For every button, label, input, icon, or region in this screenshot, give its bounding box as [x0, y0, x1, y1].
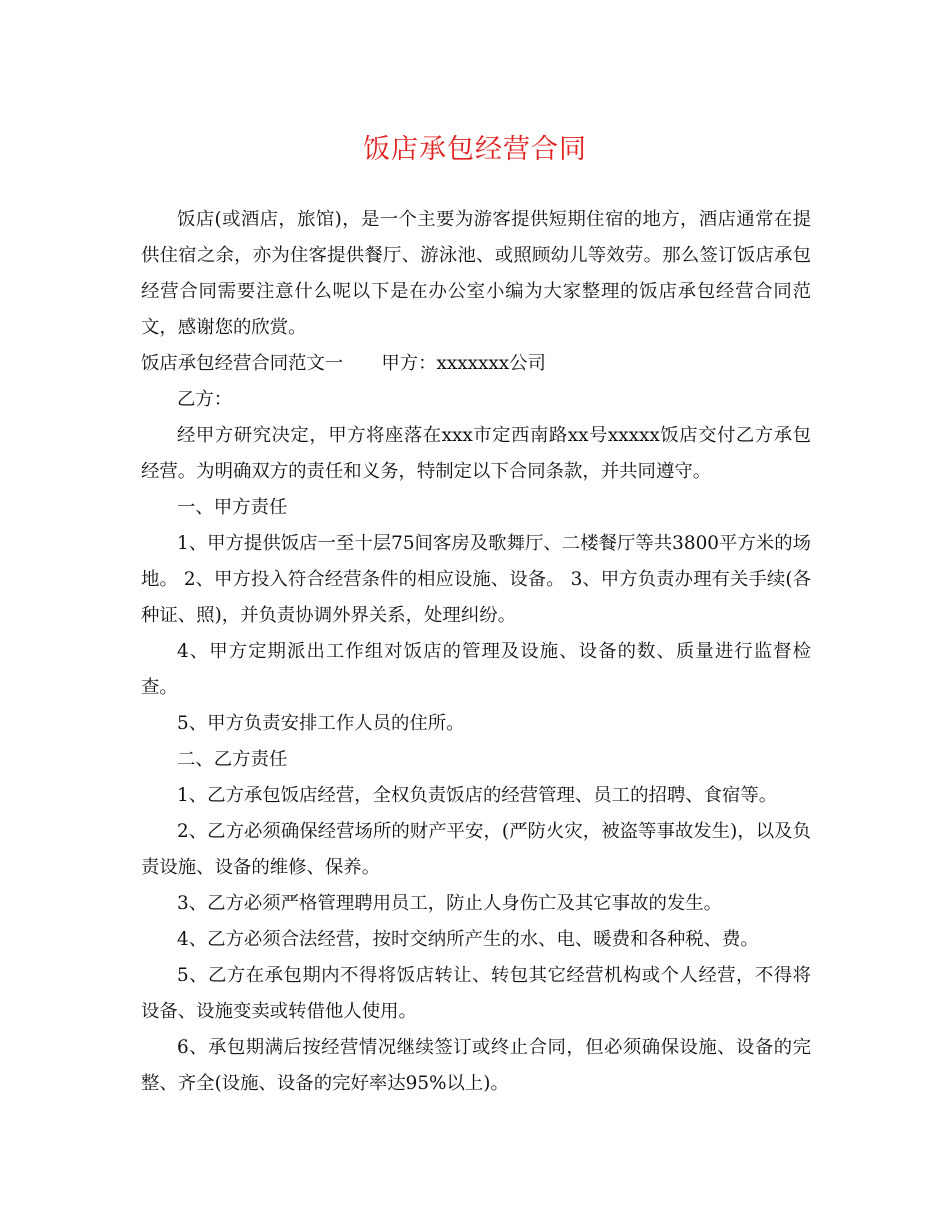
section-b-item: 3、乙方必须严格管理聘用员工，防止人身伤亡及其它事故的发生。 [177, 893, 723, 914]
document-title: 饭店承包经营合同 [363, 134, 587, 165]
sample-heading-row [141, 346, 811, 382]
section-b-item: 1、乙方承包饭店经营，全权负责饭店的经营管理、员工的招聘、食宿等。 [177, 785, 778, 806]
party-b-label: 乙方： [177, 389, 233, 410]
section-a-item: 4、甲方定期派出工作组对饭店的管理及设施、设备的数、质量进行监督检查。 [141, 641, 811, 698]
intro-paragraph: 饭店(或酒店，旅馆)，是一个主要为游客提供短期住宿的地方，酒店通常在提供住宿之余，亦为住客提供餐厅、游泳池、或照顾幼儿等效劳。那么签订饭店承包经营合同需要注意什么呢以下是在办公室小编为大家整理的饭店承包经营合同范文，感谢您的欣赏。 [141, 209, 811, 338]
section-b-item: 5、乙方在承包期内不得将饭店转让、转包其它经营机构或个人经营，不得将设备、设施变卖或转借他人使用。 [141, 965, 811, 1022]
document-body [141, 202, 811, 1102]
section-b-item: 6、承包期满后按经营情况继续签订或终止合同，但必须确保设施、设备的完整、齐全(设施、设备的完好率达95%以上)。 [141, 1037, 811, 1094]
section-b-heading: 二、乙方责任 [177, 749, 288, 770]
sample-title: 饭店承包经营合同范文一 [141, 353, 344, 374]
section-a-item: 1、甲方提供饭店一至十层75间客房及歌舞厅、二楼餐厅等共3800平方米的场地。 2、甲方投入符合经营条件的相应设施、设备。 3、甲方负责办理有关手续(各种证、照)，并负责协调外界关系，处理纠纷。 [141, 533, 811, 626]
section-a-item: 5、甲方负责安排工作人员的住所。 [177, 713, 465, 734]
party-a-label: 甲方：xxxxxxx公司 [381, 353, 546, 374]
section-b-item: 4、乙方必须合法经营，按时交纳所产生的水、电、暖费和各种税、费。 [177, 929, 759, 950]
section-a-heading: 一、甲方责任 [177, 497, 288, 518]
preamble-paragraph: 经甲方研究决定，甲方将座落在xxx市定西南路xx号xxxxx饭店交付乙方承包经营。为明确双方的责任和义务，特制定以下合同条款，并共同遵守。 [141, 425, 811, 482]
section-b-item: 2、乙方必须确保经营场所的财产平安，(严防火灾，被盗等事故发生)，以及负责设施、设备的维修、保养。 [141, 821, 811, 878]
